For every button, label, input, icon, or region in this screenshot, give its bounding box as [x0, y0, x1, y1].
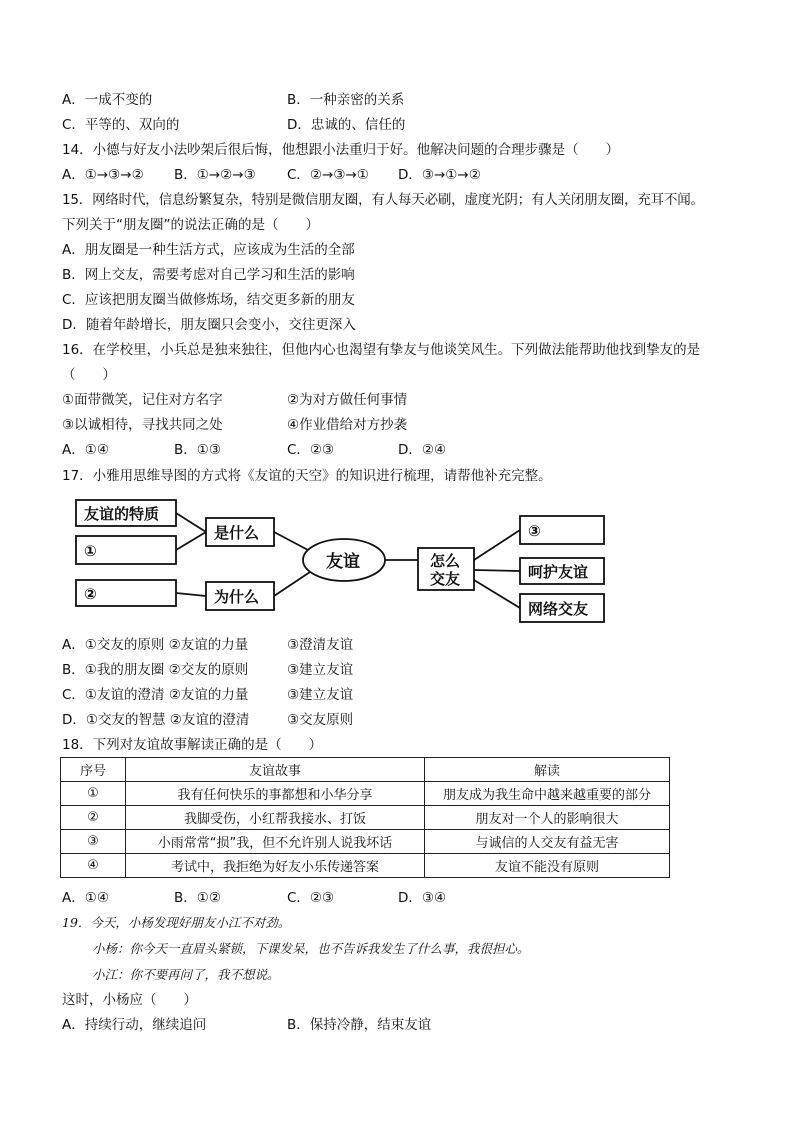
- q13-option-b: B．一种亲密的关系: [287, 92, 405, 108]
- map-why: 为什么: [214, 588, 260, 606]
- q17-option-b: B．①我的朋友圈 ②交友的原则: [62, 662, 249, 678]
- map-left3: ②: [84, 585, 97, 603]
- q18-option-d: D．③④: [398, 890, 447, 906]
- q19-dialog-2: 小江：你不要再问了，我不想说。: [92, 967, 280, 982]
- map-left1: 友谊的特质: [84, 505, 160, 523]
- q18-option-a: A．①④: [62, 890, 109, 906]
- story-table: [60, 757, 670, 878]
- q17-option-a-3: ③澄清友谊: [287, 637, 354, 653]
- q16-item-4: ④作业借给对方抄袭: [287, 417, 408, 433]
- cell-index: ②: [61, 806, 126, 830]
- cell-interpret: 朋友对一个人的影响很大: [425, 806, 670, 830]
- q19-dialog-1: 小杨：你今天一直眉头紧锁，下课发呆，也不告诉我发生了什么事，我很担心。: [92, 941, 530, 956]
- q16-option-a: A．①④: [62, 442, 109, 458]
- q16-stem-line1: 16．在学校里，小兵总是独来独往，但他内心也渴望有挚友与他谈笑风生。下列做法能帮助他找到挚友的是: [62, 342, 701, 358]
- table-row: [61, 830, 670, 854]
- q16-item-1: ①面带微笑，记住对方名字: [62, 392, 223, 408]
- q14-option-b: B．①→②→③: [174, 167, 256, 183]
- q16-item-3: ③以诚相待，寻找共同之处: [62, 417, 223, 433]
- q17-option-c: C．①友谊的澄清 ②友谊的力量: [62, 687, 249, 703]
- map-right2: 呵护友谊: [528, 563, 589, 581]
- cell-story: 小雨常常“损”我，但不允许别人说我坏话: [126, 830, 425, 854]
- q17-option-b-3: ③建立友谊: [287, 662, 354, 678]
- cell-story: 我有任何快乐的事都想和小华分享: [126, 782, 425, 806]
- q14-stem: 14．小德与好友小法吵架后很后悔，他想跟小法重归于好。他解决问题的合理步骤是（ ）: [62, 142, 620, 158]
- q19-option-b: B．保持冷静，结束友谊: [287, 1017, 432, 1033]
- q17-option-a: A．①交友的原则 ②友谊的力量: [62, 637, 249, 653]
- th-interpret: 解读: [425, 758, 670, 782]
- q16-stem-line2: （ ）: [62, 367, 116, 383]
- q13-option-d: D．忠诚的、信任的: [287, 117, 406, 133]
- q14-option-c: C．②→③→①: [287, 167, 369, 183]
- cell-story: 我脚受伤，小红帮我接水、打饭: [126, 806, 425, 830]
- cell-interpret: 与诚信的人交友有益无害: [425, 830, 670, 854]
- table-row: [61, 782, 670, 806]
- q14-option-d: D．③→①→②: [398, 167, 481, 183]
- q15-option-d: D．随着年龄增长，朋友圈只会变小，交往更深入: [62, 317, 356, 333]
- cell-story: 考试中，我拒绝为好友小乐传递答案: [126, 854, 425, 878]
- map-left2: ①: [84, 542, 97, 560]
- map-center: 友谊: [326, 552, 360, 572]
- th-story: 友谊故事: [126, 758, 425, 782]
- map-how-2: 交友: [430, 570, 461, 588]
- table-row: [61, 854, 670, 878]
- map-what: 是什么: [214, 524, 260, 542]
- cell-interpret: 朋友成为我生命中越来越重要的部分: [425, 782, 670, 806]
- q16-option-b: B．①③: [174, 442, 221, 458]
- q17-option-d-3: ③交友原则: [287, 712, 354, 728]
- q15-option-c: C．应该把朋友圈当做修炼场，结交更多新的朋友: [62, 292, 355, 308]
- q15-option-b: B．网上交友，需要考虑对自己学习和生活的影响: [62, 267, 355, 283]
- q16-option-d: D．②④: [398, 442, 447, 458]
- mind-map: [68, 490, 618, 634]
- q15-stem-line1: 15．网络时代，信息纷繁复杂，特别是微信朋友圈，有人每天必刷，虚度光阴；有人关闭朋友圈，充耳不闻。: [62, 192, 704, 208]
- q14-option-a: A．①→③→②: [62, 167, 144, 183]
- q17-stem: 17．小雅用思维导图的方式将《友谊的天空》的知识进行梳理，请帮他补充完整。: [62, 468, 552, 484]
- map-right3: 网络交友: [528, 600, 589, 618]
- q19-stem-2: 这时，小杨应（ ）: [62, 992, 197, 1008]
- q13-option-c: C．平等的、双向的: [62, 117, 180, 133]
- cell-interpret: 友谊不能没有原则: [425, 854, 670, 878]
- q16-option-c: C．②③: [287, 442, 335, 458]
- q18-option-b: B．①②: [174, 890, 221, 906]
- q17-option-d: D．①交友的智慧 ②友谊的澄清: [62, 712, 250, 728]
- q16-item-2: ②为对方做任何事情: [287, 392, 408, 408]
- q15-option-a: A．朋友圈是一种生活方式，应该成为生活的全部: [62, 242, 355, 258]
- th-index: 序号: [61, 758, 126, 782]
- q18-option-c: C．②③: [287, 890, 335, 906]
- map-how-1: 怎么: [430, 552, 461, 570]
- cell-index: ④: [61, 854, 126, 878]
- q19-stem: 19．今天，小杨发现好朋友小江不对劲。: [62, 915, 291, 930]
- map-right1: ③: [528, 522, 541, 540]
- q17-option-c-3: ③建立友谊: [287, 687, 354, 703]
- q19-option-a: A．持续行动，继续追问: [62, 1017, 207, 1033]
- q15-stem-line2: 下列关于“朋友圈”的说法正确的是（ ）: [62, 217, 319, 233]
- cell-index: ①: [61, 782, 126, 806]
- table-row: [61, 806, 670, 830]
- table-header-row: [61, 758, 670, 782]
- mind-map-diagram: [68, 490, 618, 630]
- q13-option-a: A．一成不变的: [62, 92, 153, 108]
- q18-stem: 18．下列对友谊故事解读正确的是（ ）: [62, 737, 323, 753]
- cell-index: ③: [61, 830, 126, 854]
